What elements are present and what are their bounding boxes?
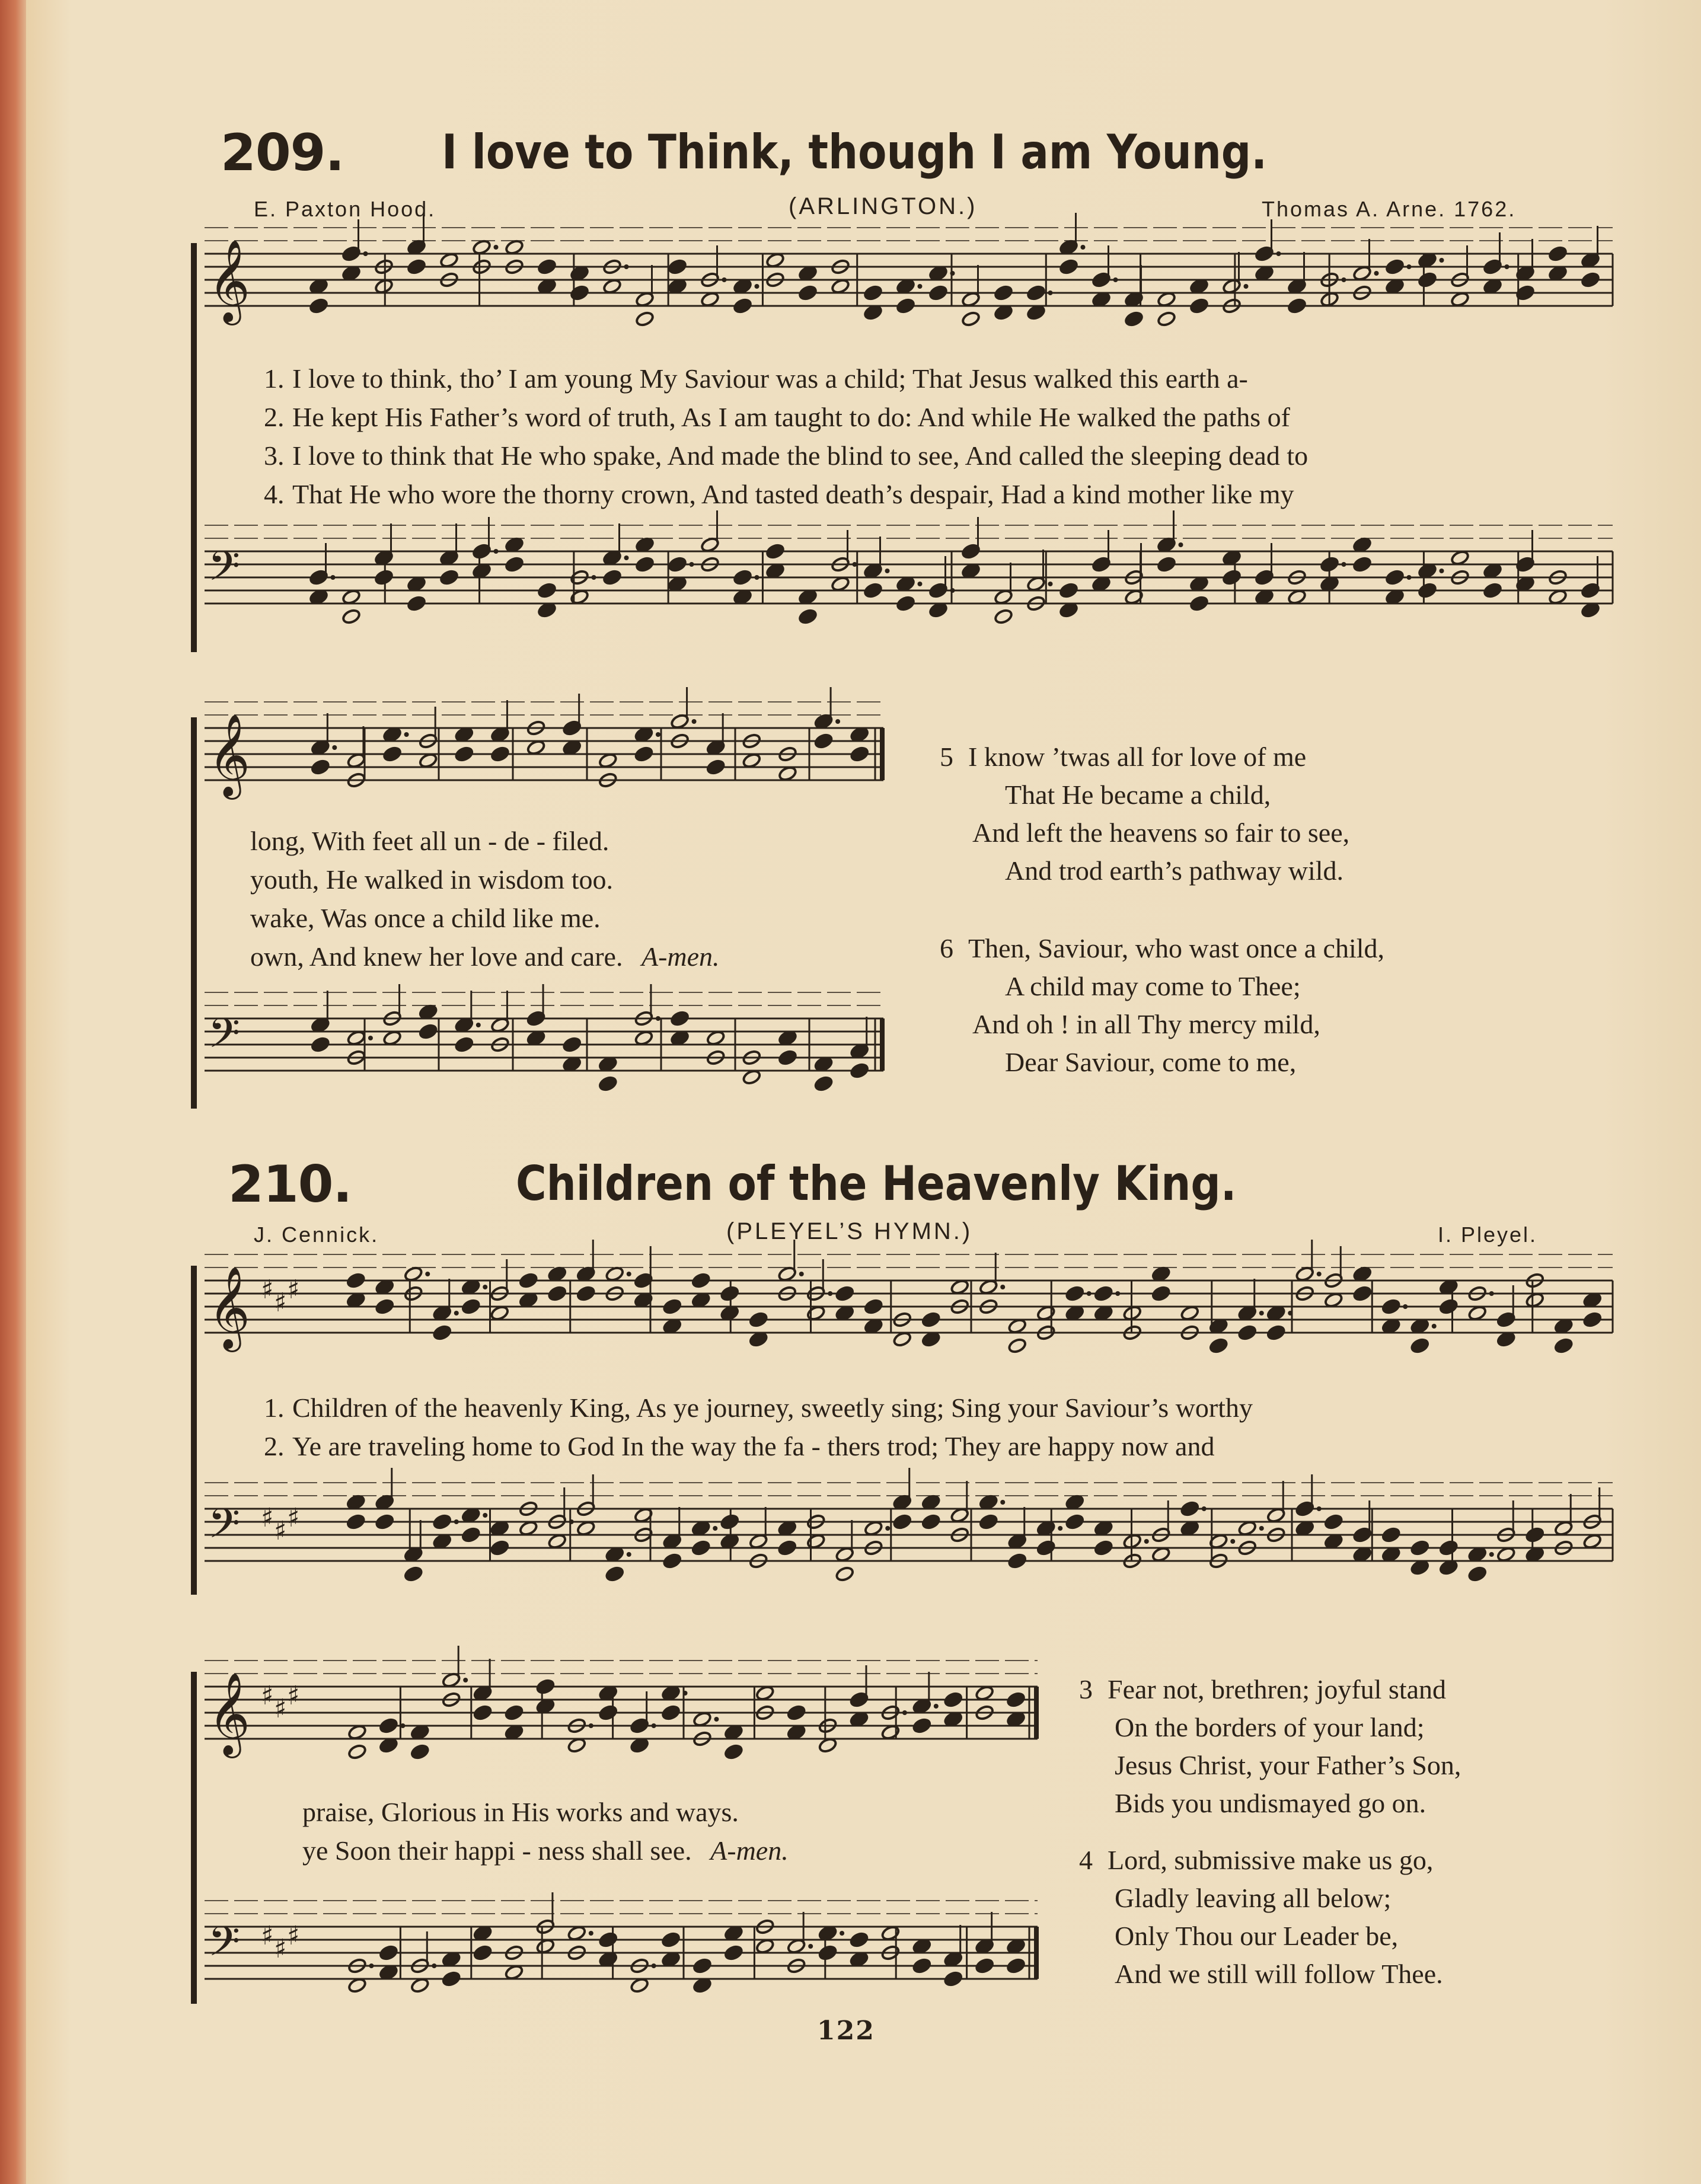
svg-text:♯: ♯: [261, 1275, 274, 1305]
hymn-209-line2-verse1: long, With feet all un - de - filed.: [250, 826, 609, 856]
hymn-210-verse-3: 3 Fear not, brethren; joyful stand On the borders of your land; Jesus Christ, your Father’s Son, Bids you undismayed go on.: [1079, 1674, 1461, 1818]
hymn-210-title: Children of the Heavenly King.: [516, 1156, 1237, 1211]
svg-text:𝄞: 𝄞: [208, 1266, 250, 1349]
hymn-210-line1-verse2: 2. Ye are traveling home to God In the way the fa - thers trod; They are happy now and: [264, 1431, 1215, 1461]
hymn-209-line2-verse2: youth, He walked in wisdom too.: [250, 864, 613, 895]
hymn-209-line2-verse3: wake, Was once a child like me.: [250, 903, 601, 933]
svg-text:♯: ♯: [287, 1681, 300, 1711]
svg-text:𝄢: 𝄢: [208, 1917, 241, 1975]
hymn-209-tune-name: (ARLINGTON.): [789, 193, 978, 219]
hymn-209-system-1-bracket: [191, 243, 197, 652]
hymn-210-amen: A-men.: [710, 1835, 789, 1866]
hymn-210-system-2-bracket: [191, 1672, 197, 2004]
svg-text:♯: ♯: [261, 1921, 274, 1951]
hymn-209-system-2-bracket: [191, 717, 197, 1109]
hymn-210-tune-name: (PLEYEL’S HYMN.): [726, 1218, 973, 1244]
svg-text:♯: ♯: [287, 1275, 300, 1305]
svg-text:♯: ♯: [274, 1694, 287, 1724]
svg-text:♯: ♯: [261, 1681, 274, 1711]
svg-text:𝄞: 𝄞: [208, 240, 250, 322]
hymn-209-title: I love to Think, though I am Young.: [442, 124, 1267, 180]
svg-text:𝄞: 𝄞: [208, 1672, 250, 1755]
hymn-210-line1-verse1: 1. Children of the heavenly King, As ye journey, sweetly sing; Sing your Saviour’s worthy: [264, 1393, 1253, 1423]
hymn-210-line2-verse1: praise, Glorious in His works and ways.: [302, 1797, 739, 1827]
svg-text:♯: ♯: [274, 1934, 287, 1964]
svg-text:♯: ♯: [274, 1516, 287, 1546]
page-number: 122: [817, 2016, 875, 2046]
svg-text:𝄢: 𝄢: [208, 1009, 241, 1067]
hymn-210-number: 210.: [228, 1155, 352, 1214]
svg-text:𝄢: 𝄢: [208, 542, 241, 600]
hymn-209-line2-verse4: own, And knew her love and care. A-men.: [250, 941, 720, 972]
svg-text:♯: ♯: [287, 1503, 300, 1533]
book-binding-edge: [0, 0, 26, 2184]
hymn-210-system-1-bracket: [191, 1266, 197, 1595]
hymn-209-composer: Thomas A. Arne. 1762.: [1262, 197, 1517, 221]
hymn-209-line1-verse2: 2. He kept His Father’s word of truth, As I am taught to do: And while He walked the paths of: [264, 402, 1290, 432]
hymn-210-author: J. Cennick.: [254, 1222, 379, 1247]
hymn-209-number: 209.: [221, 123, 344, 183]
hymn-210-line2-verse2: ye Soon their happi - ness shall see. A-men.: [302, 1835, 789, 1866]
hymn-210-verse-4: 4 Lord, submissive make us go, Gladly leaving all below; Only Thou our Leader be, And we still will follow Thee.: [1079, 1845, 1443, 1989]
svg-text:♯: ♯: [261, 1503, 274, 1533]
svg-text:𝄞: 𝄞: [208, 714, 250, 796]
svg-text:♯: ♯: [287, 1921, 300, 1951]
svg-text:♯: ♯: [274, 1288, 287, 1318]
hymn-209-author: E. Paxton Hood.: [254, 197, 436, 221]
hymn-209-amen: A-men.: [641, 941, 720, 972]
hymn-209-verse-6: 6 Then, Saviour, who wast once a child, A child may come to Thee; And oh ! in all Thy mercy mild, Dear Saviour, come to me,: [940, 933, 1385, 1077]
hymn-209-line1-verse3: 3. I love to think that He who spake, And made the blind to see, And called the sleeping dead to: [264, 440, 1309, 471]
svg-text:𝄢: 𝄢: [208, 1499, 241, 1557]
hymn-210-composer: I. Pleyel.: [1438, 1222, 1538, 1247]
hymn-209-line1-verse4: 4. That He who wore the thorny crown, And tasted death’s despair, Had a kind mother like my: [264, 479, 1294, 509]
hymn-209-line1-verse1: 1. I love to think, tho’ I am young My Saviour was a child; That Jesus walked this earth a-: [264, 363, 1248, 394]
hymn-209-verse-5: 5 I know ’twas all for love of me That He became a child, And left the heavens so fair to see, And trod earth’s pathway wild.: [940, 742, 1350, 886]
